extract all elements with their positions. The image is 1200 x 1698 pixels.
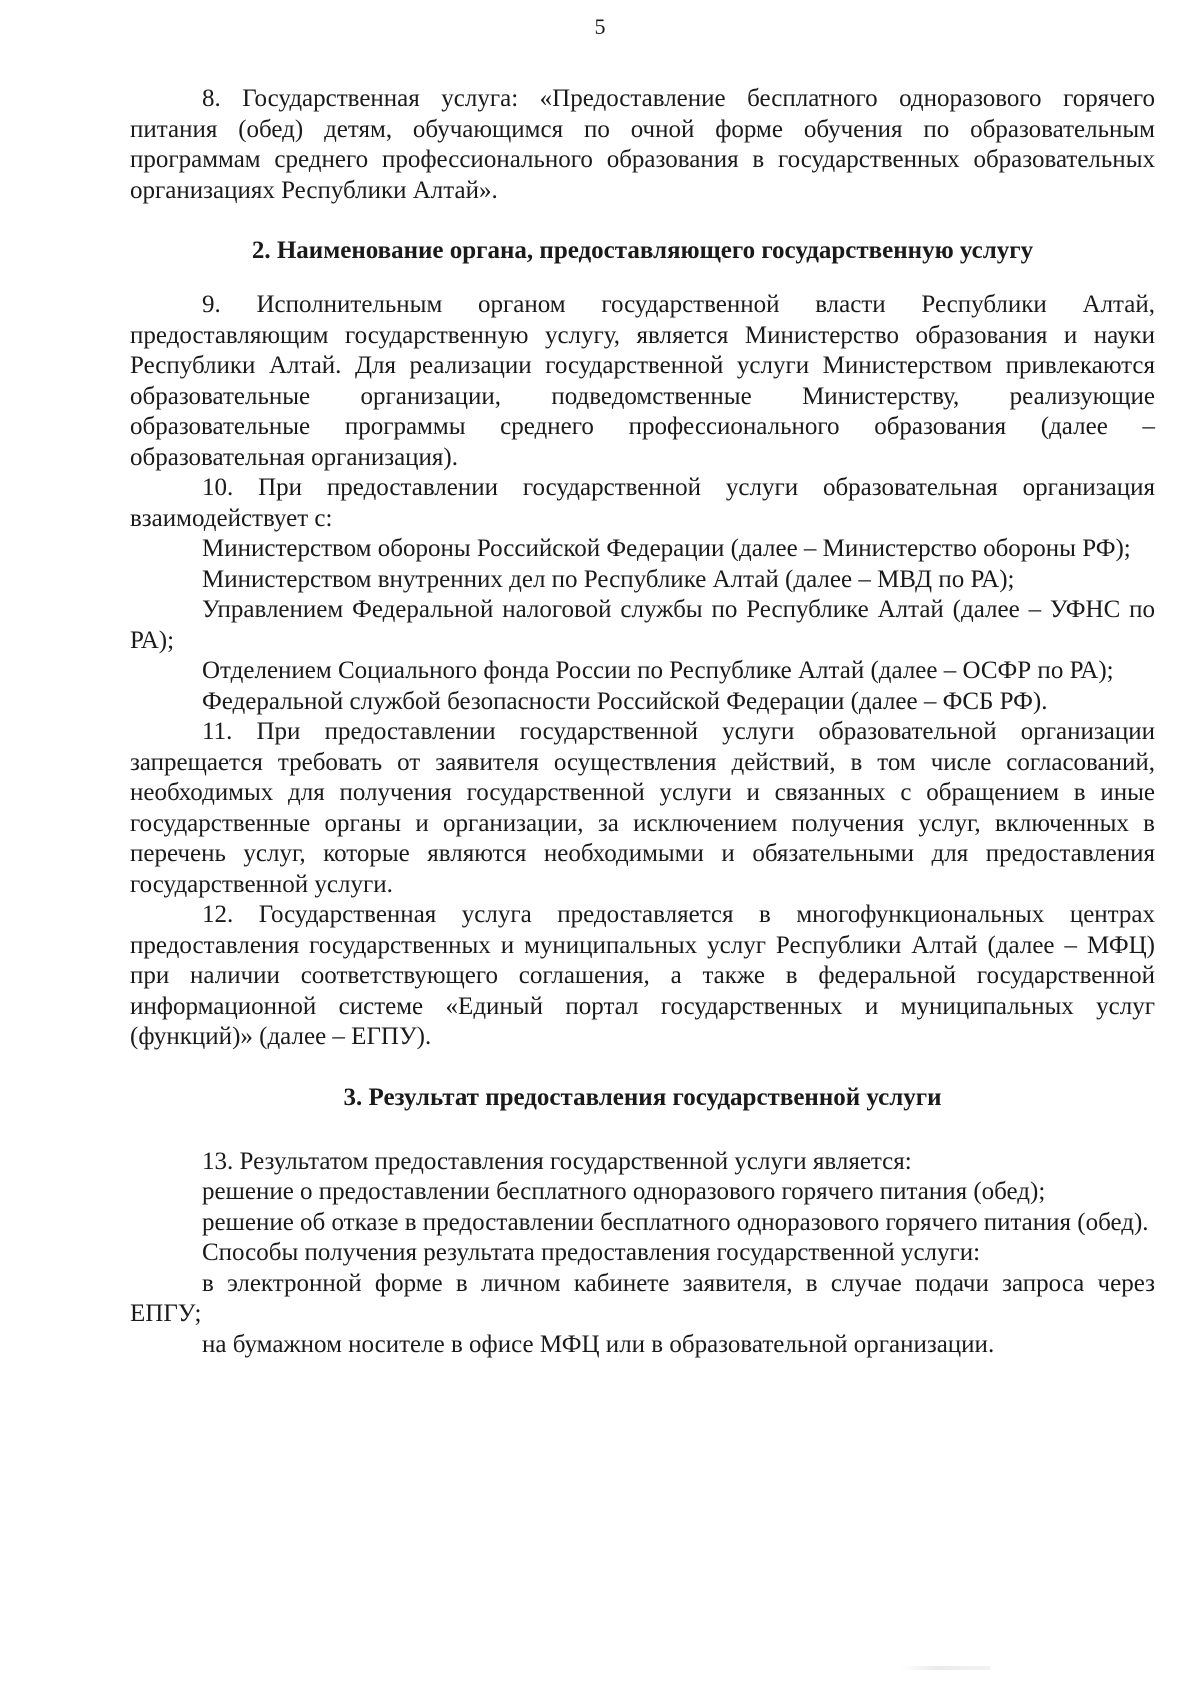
- paragraph-13-item-3: Способы получения результата предоставления государственной услуги:: [202, 1239, 981, 1266]
- paragraph-13-item-5: на бумажном носителе в офисе МФЦ или в образовательной организации.: [202, 1330, 995, 1358]
- paragraph-10-item-3: Управлением Федеральной налоговой службы по Республике Алтай (далее – УФНС по РА);: [130, 596, 1155, 654]
- paragraph-12: 12. Государственная услуга предоставляется в многофункциональных центрах предоставления государственных и муниципальных услуг Республики Алтай (далее – МФЦ) при наличии соответствующего соглашения, а также в федеральной государственной информационной системе «Единый портал государственных и муниципальных услуг (функций)» (далее – ЕГПУ).: [130, 901, 1155, 1050]
- paragraph-10: 10. При предоставлении государственной услуги образовательная организация взаимодействует с:: [130, 474, 1155, 532]
- section-heading-3: 3. Результат предоставления государственной услуги: [343, 1083, 942, 1111]
- page-number: 5: [594, 14, 606, 39]
- paragraph-13-item-4: в электронной форме в личном кабинете заявителя, в случае подачи запроса через ЕПГУ;: [130, 1269, 1155, 1327]
- paragraph-9: 9. Исполнительным органом государственной власти Республики Алтай, предоставляющим государственную услугу, является Министерство образования и науки Республики Алтай. Для реализации государственной услуги Министерством привлекаются образовательные организации, подведомственные Министерству, реализующие образовательные программы среднего профессионального образования (далее – образовательная организация).: [130, 291, 1155, 471]
- paragraph-11: 11. При предоставлении государственной услуги образовательной организации запрещается требовать от заявителя осуществления действий, в том числе согласований, необходимых для получения государственной услуги и связанных с обращением в иные государственные органы и организации, за исключением получения услуг, включенных в перечень услуг, которые являются необходимыми и обязательными для предоставления государственной услуги.: [130, 718, 1155, 898]
- paragraph-10-item-1: Министерством обороны Российской Федерации (далее – Министерство обороны РФ);: [202, 535, 1131, 562]
- paragraph-13-item-2: решение об отказе в предоставлении бесплатного одноразового горячего питания (обед).: [202, 1208, 1149, 1236]
- document-body: [130, 84, 1155, 1360]
- paragraph-10-item-4: Отделением Социального фонда России по Республике Алтай (далее – ОСФР по РА);: [202, 657, 1114, 684]
- paragraph-8: 8. Государственная услуга: «Предоставление бесплатного одноразового горячего питания (обед) детям, обучающимся по очной форме обучения по образовательным программам среднего профессионального образования в государственных образовательных организациях Республики Алтай».: [130, 85, 1155, 204]
- paragraph-10-item-2: Министерством внутренних дел по Республике Алтай (далее – МВД по РА);: [202, 565, 1015, 593]
- paragraph-10-item-5: Федеральной службой безопасности Российской Федерации (далее – ФСБ РФ).: [202, 687, 1048, 715]
- paragraph-13-item-1: решение о предоставлении бесплатного одноразового горячего питания (обед);: [202, 1178, 1046, 1205]
- paragraph-13: 13. Результатом предоставления государственной услуги является:: [202, 1147, 912, 1175]
- section-heading-2: 2. Наименование органа, предоставляющего государственную услугу: [251, 237, 1034, 264]
- scan-mark: [900, 1666, 990, 1670]
